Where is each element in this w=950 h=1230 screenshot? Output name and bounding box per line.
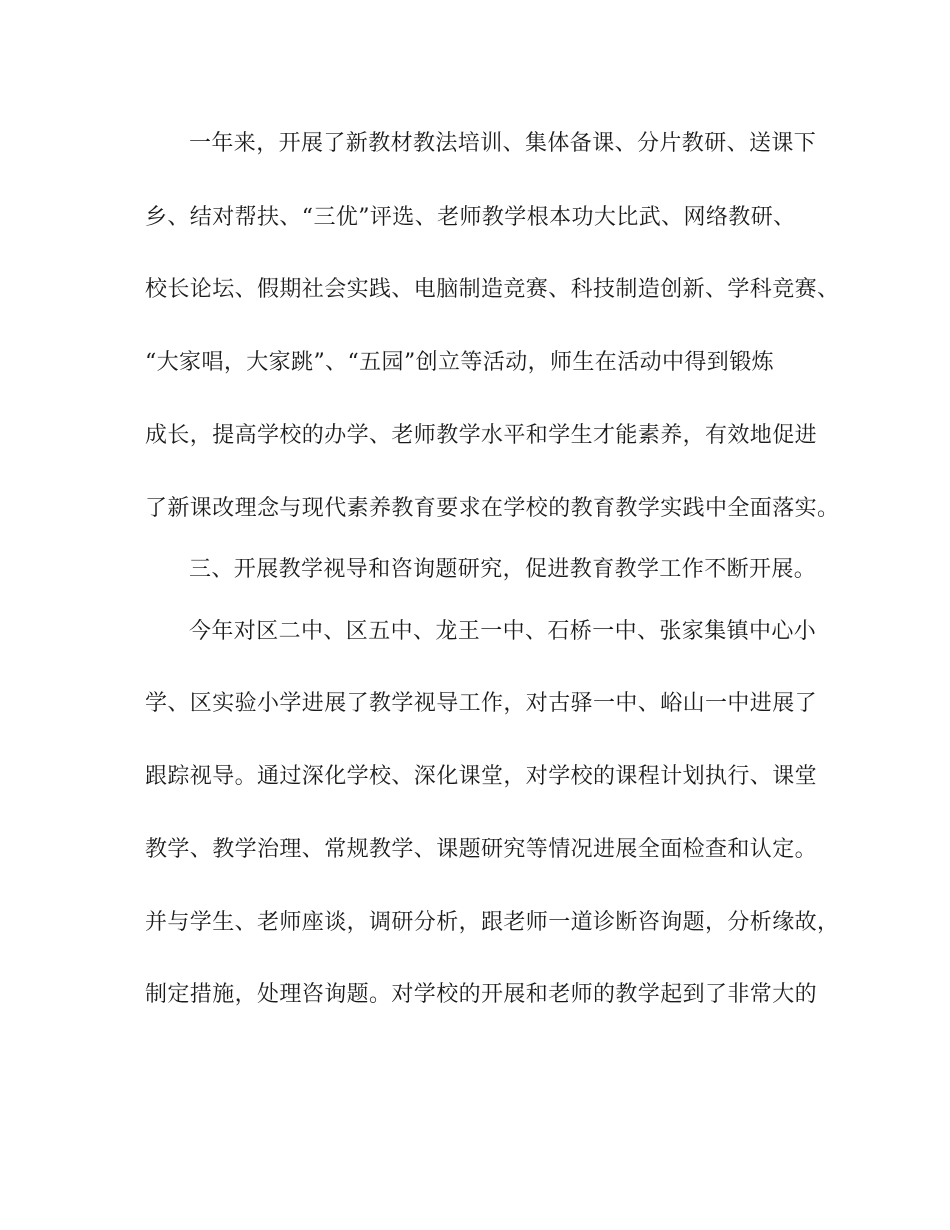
paragraph-2-line-4: 教学、教学治理、常规教学、课题研究等情况进展全面检查和认定。 [145, 837, 818, 862]
paragraph-1-line-6: 了新课改理念与现代素养教育要求在学校的教育教学实践中全面落实。 [145, 496, 840, 521]
paragraph-1-line-1: 一年来，开展了新教材教法培训、集体备课、分片教研、送课下 [189, 131, 817, 156]
paragraph-1-line-2: 乡、结对帮扶、“三优”评选、老师教学根本功大比武、网络教研、 [145, 205, 796, 230]
paragraph-1-line-4: “大家唱，大家跳”、“五园”创立等活动，师生在活动中得到锻炼 [145, 350, 774, 375]
paragraph-2-line-5: 并与学生、老师座谈，调研分析，跟老师一道诊断咨询题，分析缘故， [145, 910, 840, 935]
paragraph-1-line-3: 校长论坛、假期社会实践、电脑制造竞赛、科技制造创新、学科竞赛、 [145, 277, 840, 302]
paragraph-2-line-3: 跟踪视导。通过深化学校、深化课堂，对学校的课程计划执行、课堂 [145, 764, 818, 789]
paragraph-1-line-5: 成长，提高学校的办学、老师教学水平和学生才能素养，有效地促进 [145, 423, 818, 448]
paragraph-2-line-2: 学、区实验小学进展了教学视导工作，对古驿一中、峪山一中进展了 [145, 691, 818, 716]
paragraph-2-line-1: 今年对区二中、区五中、龙王一中、石桥一中、张家集镇中心小 [189, 619, 817, 644]
section-heading: 三、开展教学视导和咨询题研究，促进教育教学工作不断开展。 [189, 557, 817, 582]
paragraph-2-line-6: 制定措施，处理咨询题。对学校的开展和老师的教学起到了非常大的 [145, 982, 818, 1007]
